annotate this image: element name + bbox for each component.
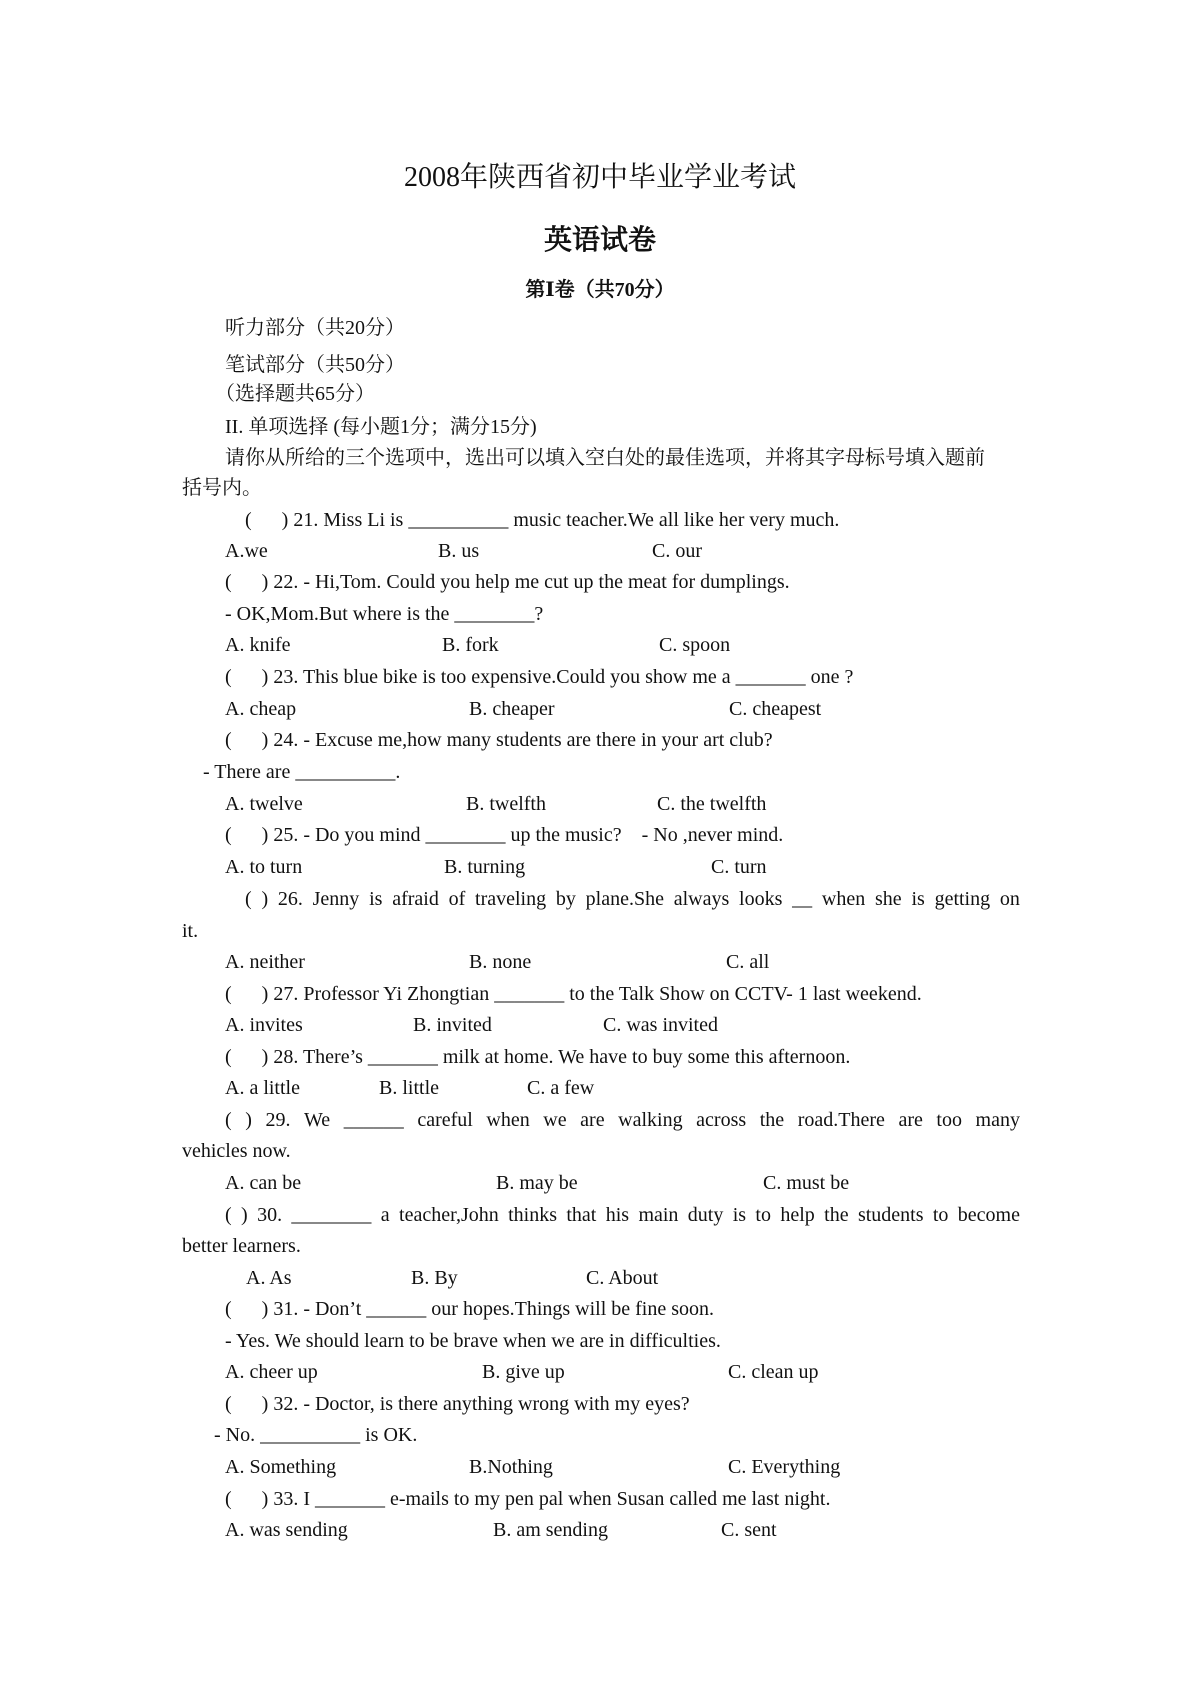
question-30-stem xyxy=(225,1201,1020,1229)
question-33-option-a: A. was sending xyxy=(225,1519,348,1541)
q26-word: Jenny xyxy=(312,888,360,910)
q26-word: looks xyxy=(739,888,783,910)
q30-word: ) xyxy=(241,1204,248,1226)
question-31-option-a: A. cheer up xyxy=(225,1361,318,1383)
q26-word: getting xyxy=(934,888,991,910)
q29-word: ( xyxy=(225,1109,232,1131)
q30-word: is xyxy=(732,1204,747,1226)
q29-word: are xyxy=(580,1109,605,1131)
q29-word: many xyxy=(975,1109,1020,1131)
question-31-option-c: C. clean up xyxy=(728,1361,819,1383)
question-30-option-a: A. As xyxy=(246,1267,292,1289)
q29-word: too xyxy=(936,1109,962,1131)
question-25-option-b: B. turning xyxy=(444,856,526,878)
q26-word: traveling xyxy=(475,888,547,910)
choice-section-label: （选择题共65分） xyxy=(215,383,375,405)
q29-word: walking xyxy=(618,1109,683,1131)
q29-word: are xyxy=(898,1109,923,1131)
q30-word: to xyxy=(755,1204,771,1226)
question-32-stem-reply: - No. __________ is OK. xyxy=(214,1424,418,1446)
q29-word: ) xyxy=(245,1109,252,1131)
q26-word: 26. xyxy=(277,888,303,910)
question-24-option-a: A. twelve xyxy=(225,793,303,815)
question-24-option-c: C. the twelfth xyxy=(657,793,767,815)
written-section-label: 笔试部分（共50分） xyxy=(225,354,405,376)
exam-title: 2008年陕西省初中毕业学业考试 xyxy=(403,162,796,193)
question-30-option-b: B. By xyxy=(411,1267,458,1289)
question-27-option-b: B. invited xyxy=(413,1014,492,1036)
question-26-stem-continued: it. xyxy=(182,920,199,942)
question-28-stem: ( ) 28. There’s _______ milk at home. We have to buy some this afternoon. xyxy=(225,1046,851,1068)
q30-word: to xyxy=(932,1204,949,1226)
q30-word: that xyxy=(566,1204,597,1226)
q26-word: ) xyxy=(261,888,269,910)
q30-word: his xyxy=(605,1204,630,1226)
question-33-option-c: C. sent xyxy=(721,1519,777,1541)
q30-word: teacher,John xyxy=(399,1204,499,1226)
q26-word: plane.She xyxy=(585,888,664,910)
q26-word: by xyxy=(555,888,576,910)
question-27-option-a: A. invites xyxy=(225,1014,303,1036)
question-32-option-a: A. Something xyxy=(225,1456,337,1478)
question-31-stem-reply: - Yes. We should learn to be brave when we are in difficulties. xyxy=(225,1330,721,1352)
question-30-option-c: C. About xyxy=(586,1267,659,1289)
question-21-option-a: A.we xyxy=(225,540,268,562)
question-24-option-b: B. twelfth xyxy=(466,793,546,815)
listening-section-label: 听力部分（共20分） xyxy=(225,317,405,339)
question-26-stem xyxy=(245,885,1020,913)
question-29-option-a: A. can be xyxy=(225,1172,302,1194)
question-23-stem: ( ) 23. This blue bike is too expensive.Could you show me a _______ one ? xyxy=(225,666,854,688)
question-29-stem xyxy=(225,1106,1020,1134)
question-21-option-b: B. us xyxy=(438,540,480,562)
q30-word: become xyxy=(957,1204,1020,1226)
q30-word: 30. xyxy=(257,1204,283,1226)
q30-word: ________ xyxy=(291,1204,372,1226)
question-21-option-c: C. our xyxy=(652,540,702,562)
q29-word: when xyxy=(486,1109,530,1131)
instruction-line-2: 括号内。 xyxy=(182,477,262,499)
section-heading: II. 单项选择 (每小题1分；满分15分) xyxy=(225,416,537,438)
question-22-stem: ( ) 22. - Hi,Tom. Could you help me cut up the meat for dumplings. xyxy=(225,571,790,593)
q29-word: careful xyxy=(417,1109,473,1131)
question-26-option-b: B. none xyxy=(469,951,532,973)
q29-word: across xyxy=(696,1109,747,1131)
q29-word: ______ xyxy=(343,1109,404,1131)
q26-word: is xyxy=(369,888,383,910)
question-24-stem-reply: - There are __________. xyxy=(203,761,401,783)
q26-word: always xyxy=(673,888,730,910)
question-23-option-c: C. cheapest xyxy=(729,698,822,720)
question-33-option-b: B. am sending xyxy=(493,1519,608,1541)
q30-word: a xyxy=(380,1204,390,1226)
question-25-stem: ( ) 25. - Do you mind ________ up the music? - No ,never mind. xyxy=(225,824,784,846)
question-30-stem-continued: better learners. xyxy=(182,1235,301,1257)
q26-word: ( xyxy=(245,888,252,910)
question-28-option-c: C. a few xyxy=(527,1077,595,1099)
part-heading: 第Ⅰ卷（共70分） xyxy=(525,279,675,301)
question-21-stem: ( ) 21. Miss Li is __________ music teacher.We all like her very much. xyxy=(245,509,840,531)
q26-word: when xyxy=(821,888,866,910)
q29-word: We xyxy=(304,1109,331,1131)
question-23-option-b: B. cheaper xyxy=(469,698,555,720)
question-29-option-b: B. may be xyxy=(496,1172,578,1194)
question-31-stem: ( ) 31. - Don’t ______ our hopes.Things will be fine soon. xyxy=(225,1298,715,1320)
exam-subtitle: 英语试卷 xyxy=(543,225,656,256)
question-32-stem: ( ) 32. - Doctor, is there anything wrong with my eyes? xyxy=(225,1393,690,1415)
question-27-option-c: C. was invited xyxy=(603,1014,718,1036)
question-26-option-c: C. all xyxy=(726,951,770,973)
q26-word: __ xyxy=(792,888,813,910)
q29-word: 29. xyxy=(265,1109,291,1131)
question-22-stem-reply: - OK,Mom.But where is the ________? xyxy=(225,603,544,625)
q26-word: of xyxy=(448,888,466,910)
question-23-option-a: A. cheap xyxy=(225,698,297,720)
q29-word: we xyxy=(543,1109,567,1131)
question-22-option-c: C. spoon xyxy=(659,634,731,656)
question-22-option-a: A. knife xyxy=(225,634,291,656)
question-28-option-b: B. little xyxy=(379,1077,439,1099)
q26-word: on xyxy=(999,888,1020,910)
q30-word: students xyxy=(857,1204,924,1226)
instruction-line-1: 请你从所给的三个选项中，选出可以填入空白处的最佳选项，并将其字母标号填入题前 xyxy=(225,447,985,469)
question-33-stem: ( ) 33. I _______ e-mails to my pen pal when Susan called me last night. xyxy=(225,1488,831,1510)
question-31-option-b: B. give up xyxy=(482,1361,565,1383)
q26-word: is xyxy=(911,888,925,910)
question-32-option-b: B.Nothing xyxy=(469,1456,553,1478)
question-28-option-a: A. a little xyxy=(225,1077,300,1099)
question-29-option-c: C. must be xyxy=(763,1172,850,1194)
question-27-stem: ( ) 27. Professor Yi Zhongtian _______ to the Talk Show on CCTV- 1 last weekend. xyxy=(225,983,922,1005)
q30-word: duty xyxy=(687,1204,724,1226)
q30-word: help xyxy=(780,1204,815,1226)
question-24-stem: ( ) 24. - Excuse me,how many students are there in your art club? xyxy=(225,729,773,751)
q29-word: road.There xyxy=(797,1109,885,1131)
q26-word: afraid xyxy=(392,888,439,910)
question-26-option-a: A. neither xyxy=(225,951,305,973)
question-22-option-b: B. fork xyxy=(442,634,499,656)
q30-word: the xyxy=(824,1204,849,1226)
q30-word: ( xyxy=(225,1204,232,1226)
q26-word: she xyxy=(875,888,902,910)
question-29-stem-continued: vehicles now. xyxy=(182,1140,291,1162)
q29-word: the xyxy=(759,1109,785,1131)
question-32-option-c: C. Everything xyxy=(728,1456,841,1478)
question-25-option-a: A. to turn xyxy=(225,856,303,878)
question-25-option-c: C. turn xyxy=(711,856,767,878)
q30-word: thinks xyxy=(508,1204,558,1226)
q30-word: main xyxy=(638,1204,679,1226)
